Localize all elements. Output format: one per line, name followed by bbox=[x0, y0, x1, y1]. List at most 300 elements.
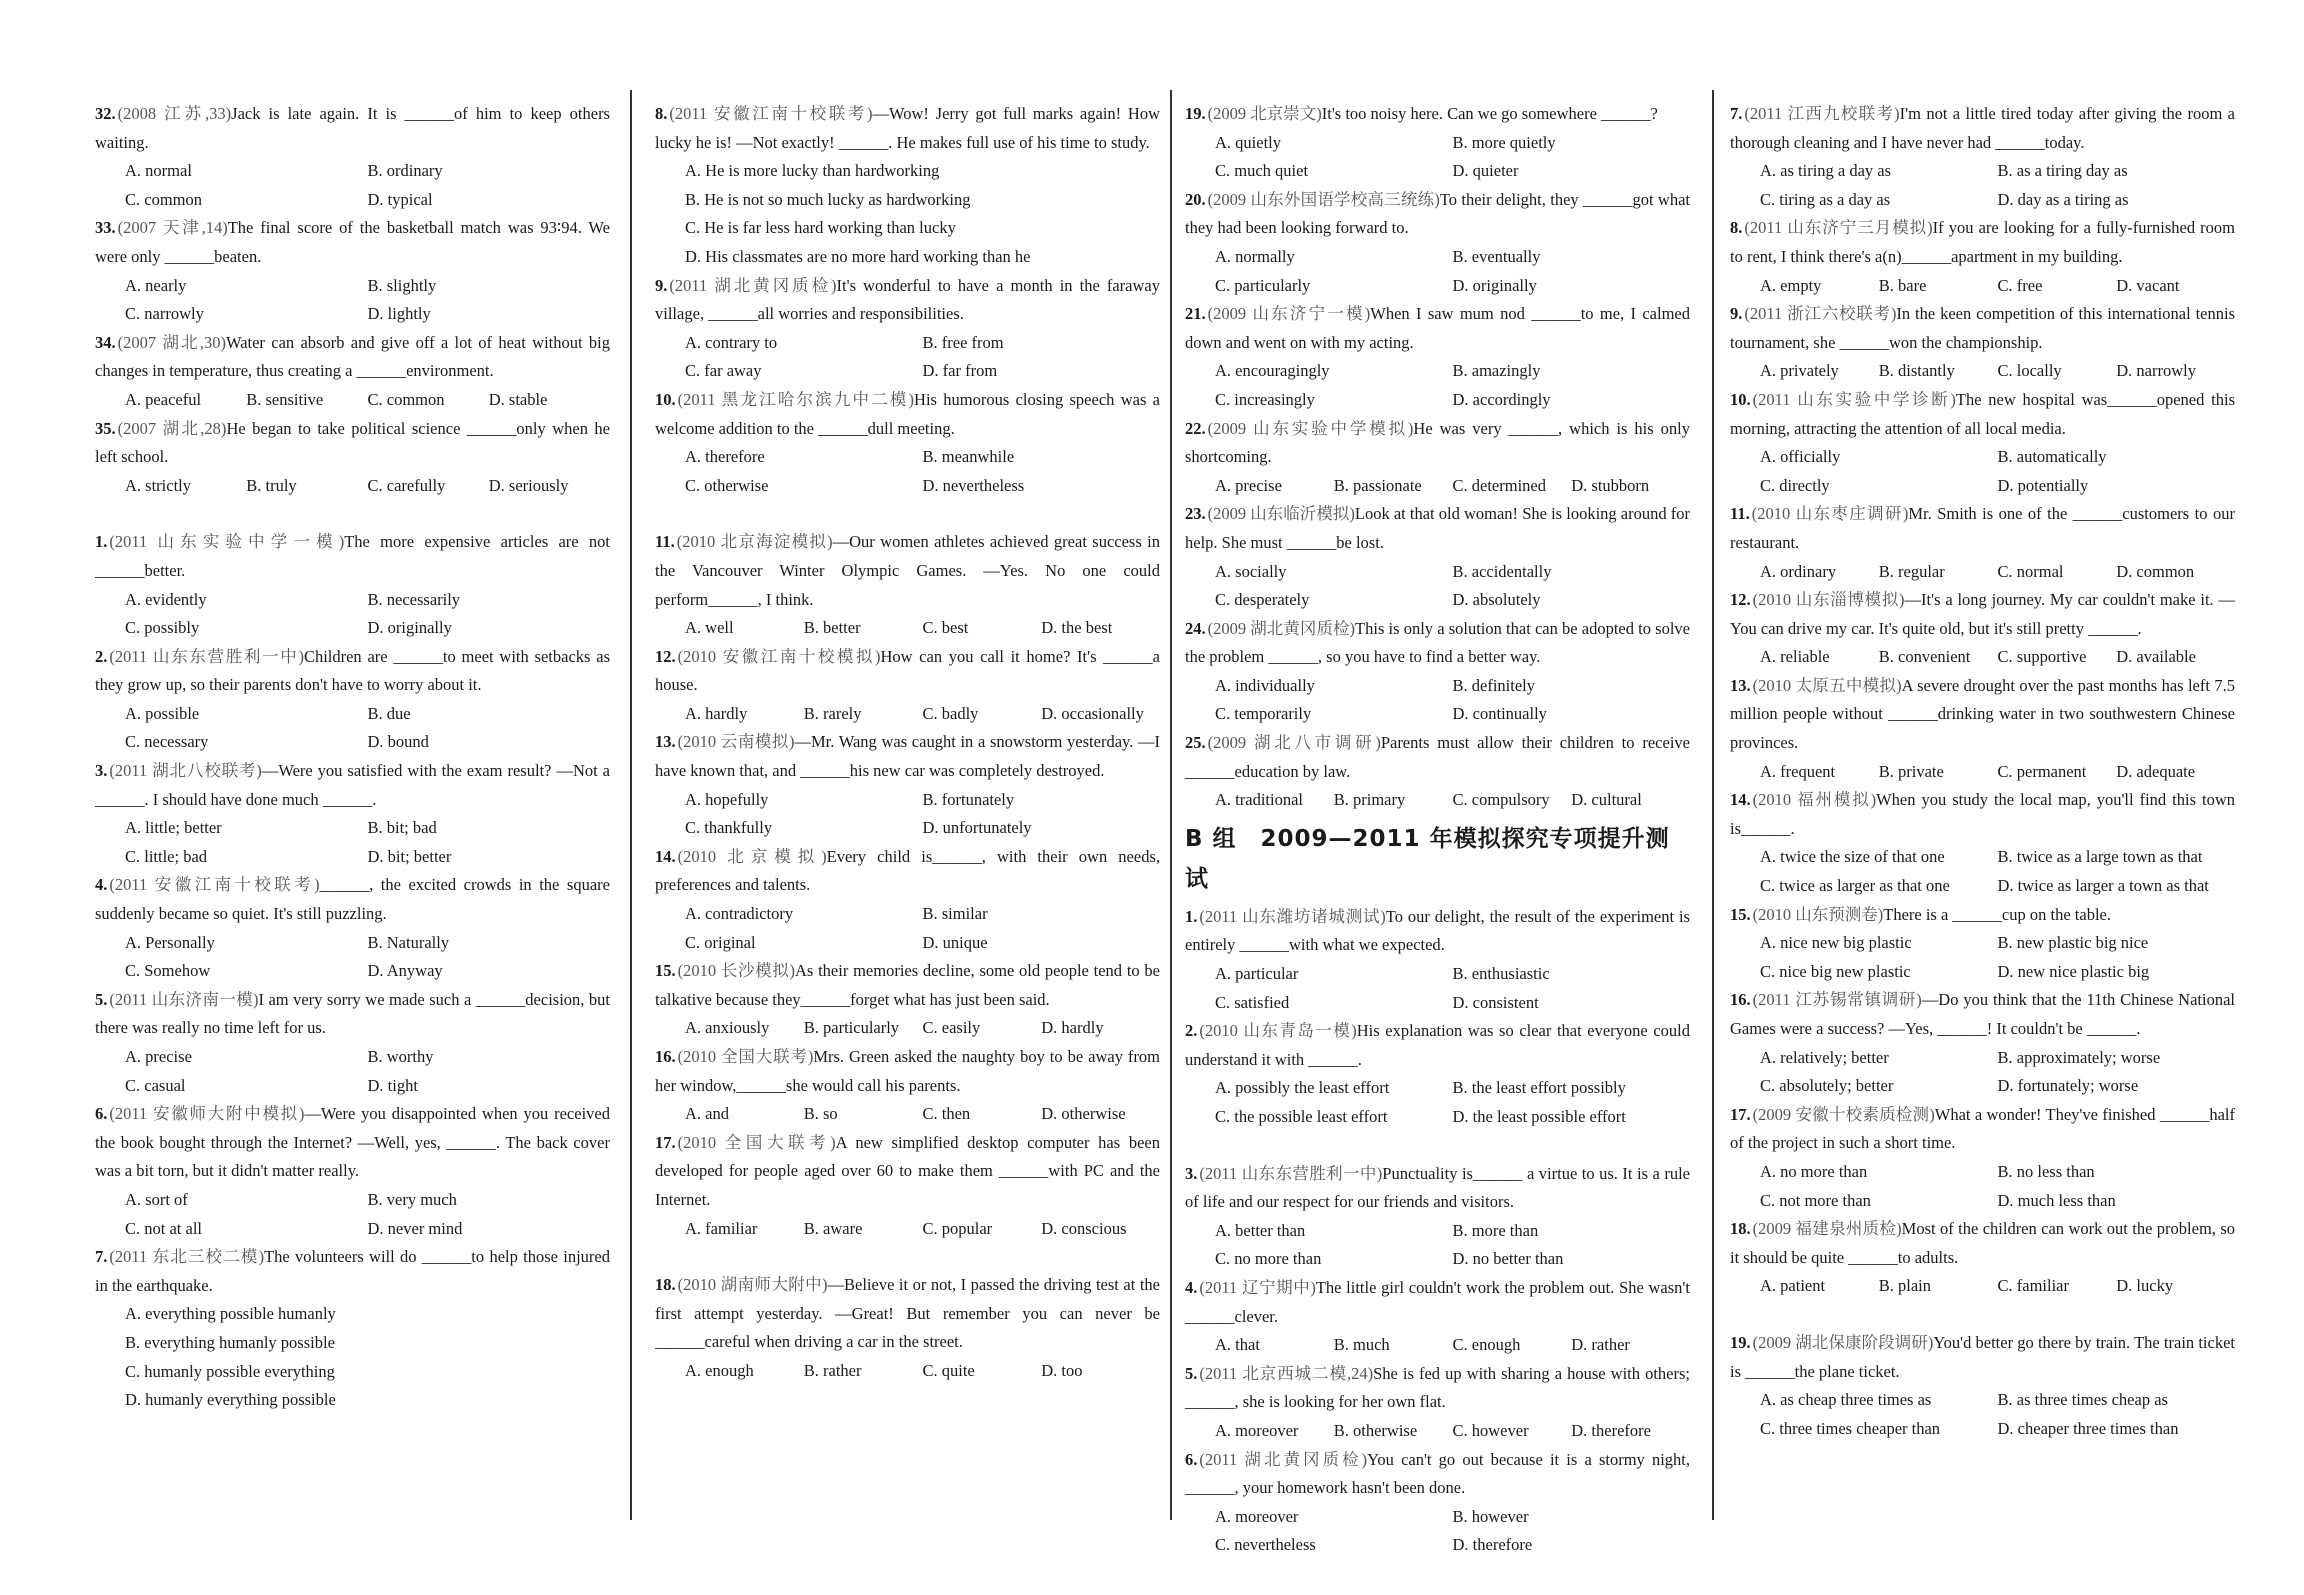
answer-option: C. best bbox=[922, 618, 969, 638]
answer-options bbox=[1185, 1217, 1690, 1274]
answer-option: B. new plastic big nice bbox=[1997, 933, 2149, 953]
answer-option: A. no more than bbox=[1760, 1161, 1868, 1181]
answer-option: B. slightly bbox=[367, 275, 437, 295]
question-source: (2008 江苏,33) bbox=[117, 104, 232, 123]
question-text: Most of the children can work out the problem, so it should be quite ______to adults. bbox=[1730, 1219, 2235, 1267]
answer-options bbox=[1730, 1158, 2235, 1215]
answer-option: D. far from bbox=[922, 361, 998, 381]
question-source: (2009 福建泉州质检) bbox=[1752, 1219, 1902, 1239]
question-number: 8. bbox=[655, 104, 668, 123]
question-number: 7. bbox=[95, 1247, 108, 1267]
question-source: (2007 湖北,30) bbox=[117, 332, 226, 352]
question-text: To our delight, the result of the experiment is entirely ______with what we expected. bbox=[1185, 906, 1690, 955]
answer-option: D. therefore bbox=[1571, 1420, 1651, 1440]
answer-option: B. ordinary bbox=[367, 161, 443, 181]
answer-option: A. strictly bbox=[125, 475, 191, 495]
answer-option: C. normal bbox=[1997, 561, 2064, 581]
question-text: —Do you think that the 11th Chinese National Games were a success? —Yes, ______! It couldn't be ______. bbox=[1730, 990, 2235, 1038]
question-number: 18. bbox=[1730, 1219, 1751, 1239]
answer-option: A. moreover bbox=[1215, 1420, 1299, 1440]
answer-option: C. then bbox=[922, 1104, 971, 1124]
column-divider-3 bbox=[1712, 90, 1714, 1520]
answer-option: D. potentially bbox=[1997, 475, 2089, 495]
answer-option: C. no more than bbox=[1215, 1249, 1322, 1269]
question-source: (2010 山东枣庄调研) bbox=[1751, 504, 1909, 524]
answer-options bbox=[1185, 243, 1690, 300]
answer-option: C. possibly bbox=[125, 618, 200, 638]
answer-options bbox=[95, 700, 610, 757]
answer-option: B. truly bbox=[246, 475, 297, 495]
answer-option: D. therefore bbox=[1452, 1535, 1533, 1555]
question-text: It's wonderful to have a month in the faraway village, ______all worries and responsibilities. bbox=[655, 275, 1160, 324]
answer-option: A. hardly bbox=[685, 703, 748, 723]
answer-options bbox=[655, 614, 1160, 643]
question-stem bbox=[1185, 500, 1690, 557]
question-item bbox=[1185, 186, 1690, 300]
question-stem bbox=[655, 643, 1160, 700]
question-source: (2009 湖北黄冈质检) bbox=[1207, 618, 1356, 638]
answer-options bbox=[1185, 1417, 1690, 1446]
answer-options bbox=[95, 1043, 610, 1100]
answer-option: A. encouragingly bbox=[1215, 361, 1330, 381]
answer-option: A. as cheap three times as bbox=[1760, 1390, 1932, 1410]
question-text: Every child is______, with their own needs, preferences and talents. bbox=[655, 846, 1160, 895]
question-item bbox=[1185, 100, 1690, 186]
answer-option: A. normally bbox=[1215, 246, 1295, 266]
question-text: This is only a solution that can be adopted to solve the problem ______, so you have to find a better way. bbox=[1185, 618, 1690, 667]
answer-option: D. nevertheless bbox=[922, 475, 1025, 495]
answer-option: C. thankfully bbox=[685, 818, 773, 838]
answer-option: B. as a tiring day as bbox=[1997, 161, 2128, 181]
question-source: (2011 山东实验中学诊断) bbox=[1752, 389, 1956, 409]
question-stem bbox=[1185, 1360, 1690, 1417]
question-text: A new simplified desktop computer has been developed for people aged over 60 to make them ______with PC and the Internet. bbox=[655, 1132, 1160, 1209]
question-item bbox=[1185, 1160, 1690, 1274]
answer-option: C. satisfied bbox=[1215, 992, 1290, 1012]
answer-option: D. cultural bbox=[1571, 790, 1642, 810]
question-stem bbox=[655, 957, 1160, 1014]
question-item bbox=[1730, 986, 2235, 1100]
question-source: (2009 山东济宁一模) bbox=[1207, 304, 1371, 324]
answer-option: C. necessary bbox=[125, 732, 209, 752]
question-item bbox=[1185, 1360, 1690, 1446]
column-4 bbox=[1730, 100, 2235, 1540]
answer-option: B. more than bbox=[1452, 1220, 1539, 1240]
question-source: (2011 山东实验中学一模) bbox=[109, 532, 345, 552]
answer-options bbox=[1730, 1272, 2235, 1301]
answer-options bbox=[95, 814, 610, 871]
answer-option: B. similar bbox=[922, 904, 988, 924]
question-number: 8. bbox=[1730, 218, 1743, 238]
question-number: 17. bbox=[1730, 1104, 1751, 1124]
question-stem bbox=[1185, 186, 1690, 243]
question-stem bbox=[655, 1043, 1160, 1100]
question-stem bbox=[655, 728, 1160, 785]
question-text: In the keen competition of this international tennis tournament, she ______won the championship. bbox=[1730, 304, 2235, 352]
answer-option: C. compulsory bbox=[1452, 790, 1550, 810]
question-number: 3. bbox=[95, 761, 108, 781]
question-item bbox=[95, 757, 610, 871]
question-number: 3. bbox=[1185, 1163, 1198, 1183]
answer-option: C. far away bbox=[685, 361, 762, 381]
answer-option: D. consistent bbox=[1452, 992, 1539, 1012]
question-text: You can't go out because it is a stormy night, ______, your homework hasn't been done. bbox=[1185, 1449, 1690, 1498]
question-source: (2011 山东东营胜利一中) bbox=[1199, 1163, 1383, 1183]
question-item bbox=[1730, 500, 2235, 586]
question-number: 12. bbox=[1730, 590, 1751, 610]
question-number: 14. bbox=[655, 846, 676, 866]
question-text: —Were you satisfied with the exam result? —Not a ______. I should have done much ______. bbox=[95, 761, 610, 809]
question-text: As their memories decline, some old people tend to be talkative because they______forget what has just been said. bbox=[655, 961, 1160, 1009]
answer-option: B. accidentally bbox=[1452, 561, 1552, 581]
answer-option: B. more quietly bbox=[1452, 132, 1556, 152]
answer-option: D. rather bbox=[1571, 1335, 1630, 1355]
question-item bbox=[1185, 729, 1690, 815]
question-stem bbox=[1185, 1017, 1690, 1074]
answer-option: A. sort of bbox=[125, 1189, 188, 1209]
answer-option: B. no less than bbox=[1997, 1161, 2095, 1181]
answer-option: C. nevertheless bbox=[1215, 1535, 1316, 1555]
question-number: 19. bbox=[1730, 1332, 1751, 1352]
question-text: —It's a long journey. My car couldn't make it. —You can drive my car. It's quite old, but it's still pretty ______. bbox=[1730, 590, 2235, 638]
question-source: (2010 湖南师大附中) bbox=[677, 1275, 828, 1295]
answer-options bbox=[655, 1100, 1160, 1129]
answer-options bbox=[95, 272, 610, 329]
question-source: (2010 安徽江南十校模拟) bbox=[677, 646, 881, 666]
question-source: (2011 东北三校二模) bbox=[109, 1247, 265, 1267]
question-number: 22. bbox=[1185, 418, 1206, 438]
question-item bbox=[655, 386, 1160, 528]
question-stem bbox=[1185, 729, 1690, 786]
answer-option: B. bare bbox=[1878, 275, 1927, 295]
question-text: The more expensive articles are not ______better. bbox=[95, 532, 610, 580]
question-stem bbox=[1730, 214, 2235, 271]
answer-option: B. enthusiastic bbox=[1452, 964, 1550, 984]
question-item bbox=[1730, 1101, 2235, 1215]
answer-option: C. familiar bbox=[1997, 1276, 2069, 1296]
answer-options bbox=[1730, 357, 2235, 386]
answer-option: C. tiring as a day as bbox=[1760, 189, 1891, 209]
question-item bbox=[655, 1129, 1160, 1271]
answer-option: D. His classmates are no more hard working than he bbox=[685, 246, 1031, 266]
answer-option: C. otherwise bbox=[685, 475, 769, 495]
question-item bbox=[655, 843, 1160, 957]
question-stem bbox=[95, 757, 610, 814]
question-source: (2011 山东济宁三月模拟) bbox=[1744, 218, 1933, 238]
answer-options bbox=[95, 386, 610, 415]
question-text: Children are ______to meet with setbacks as they grow up, so their parents don't have to worry about it. bbox=[95, 646, 610, 695]
answer-option: B. definitely bbox=[1452, 675, 1535, 695]
answer-option: C. free bbox=[1997, 275, 2043, 295]
answer-options bbox=[655, 1357, 1160, 1386]
question-stem bbox=[1730, 386, 2235, 443]
answer-options bbox=[655, 700, 1160, 729]
question-source: (2011 湖北八校联考) bbox=[109, 761, 262, 781]
question-item bbox=[1730, 300, 2235, 386]
question-stem bbox=[655, 272, 1160, 329]
question-number: 1. bbox=[1185, 906, 1198, 926]
answer-option: B. better bbox=[803, 618, 861, 638]
question-number: 32. bbox=[95, 104, 116, 123]
answer-option: B. automatically bbox=[1997, 447, 2107, 467]
question-source: (2011 辽宁期中) bbox=[1199, 1277, 1316, 1297]
answer-option: B. private bbox=[1878, 761, 1944, 781]
question-text: What a wonder! They've finished ______half of the project in such a short time. bbox=[1730, 1104, 2235, 1153]
answer-options bbox=[655, 329, 1160, 386]
answer-options bbox=[1730, 643, 2235, 672]
answer-options bbox=[95, 157, 610, 214]
answer-option: C. little; bad bbox=[125, 846, 208, 866]
question-text: His explanation was so clear that everyone could understand it with ______. bbox=[1185, 1021, 1690, 1069]
question-source: (2009 山东实验中学模拟) bbox=[1207, 418, 1414, 438]
answer-option: C. humanly possible everything bbox=[125, 1361, 335, 1381]
question-item bbox=[1185, 615, 1690, 729]
question-stem bbox=[95, 100, 610, 157]
answer-option: C. twice as larger as that one bbox=[1760, 876, 1950, 896]
answer-option: A. relatively; better bbox=[1760, 1047, 1889, 1067]
answer-option: A. moreover bbox=[1215, 1506, 1299, 1526]
question-source: (2010 山东青岛一模) bbox=[1199, 1021, 1357, 1041]
question-text: ______, the excited crowds in the square suddenly became so quiet. It's still puzzling. bbox=[95, 875, 610, 924]
question-stem bbox=[1185, 1160, 1690, 1217]
answer-option: B. Naturally bbox=[367, 932, 450, 952]
answer-option: B. distantly bbox=[1878, 361, 1955, 381]
answer-option: D. much less than bbox=[1997, 1190, 2116, 1210]
answer-option: A. quietly bbox=[1215, 132, 1281, 152]
question-number: 23. bbox=[1185, 504, 1206, 524]
column-3-part-a bbox=[1185, 100, 1690, 815]
answer-option: B. particularly bbox=[803, 1018, 900, 1038]
question-stem bbox=[95, 643, 610, 700]
question-text: I'm not a little tired today after giving the room a thorough cleaning and I have never had ______today. bbox=[1730, 104, 2235, 152]
question-number: 12. bbox=[655, 646, 676, 666]
answer-option: C. carefully bbox=[367, 475, 446, 495]
answer-option: C. narrowly bbox=[125, 304, 204, 324]
question-source: (2010 北京模拟) bbox=[677, 846, 827, 866]
answer-option: A. officially bbox=[1760, 447, 1841, 467]
question-text: Punctuality is______ a virtue to us. It is a rule of life and our respect for our friends and visitors. bbox=[1185, 1163, 1690, 1212]
answer-option: B. very much bbox=[367, 1189, 457, 1209]
answer-option: C. casual bbox=[125, 1075, 186, 1095]
answer-option: B. eventually bbox=[1452, 246, 1541, 266]
answer-option: D. lucky bbox=[2116, 1276, 2174, 1296]
answer-option: D. vacant bbox=[2116, 275, 2180, 295]
answer-option: C. He is far less hard working than lucky bbox=[685, 218, 956, 238]
question-number: 4. bbox=[95, 875, 108, 895]
answer-options bbox=[1185, 786, 1690, 815]
question-text: Parents must allow their children to receive ______education by law. bbox=[1185, 733, 1690, 781]
answer-option: A. socially bbox=[1215, 561, 1287, 581]
answer-option: A. evidently bbox=[125, 589, 207, 609]
answer-option: C. supportive bbox=[1997, 647, 2087, 667]
question-text: —Wow! Jerry got full marks again! How lucky he is! —Not exactly! ______. He makes full use of his time to study. bbox=[655, 104, 1160, 152]
answer-option: A. therefore bbox=[685, 447, 765, 467]
question-item bbox=[1185, 500, 1690, 614]
question-item bbox=[655, 100, 1160, 272]
question-item bbox=[655, 728, 1160, 842]
answer-option: A. frequent bbox=[1760, 761, 1836, 781]
answer-options bbox=[655, 786, 1160, 843]
answer-option: A. empty bbox=[1760, 275, 1822, 295]
question-item bbox=[1730, 1215, 2235, 1329]
answer-option: A. nice new big plastic bbox=[1760, 933, 1912, 953]
question-number: 19. bbox=[1185, 104, 1206, 123]
answer-option: D. the least possible effort bbox=[1452, 1107, 1626, 1126]
spacer bbox=[655, 1243, 1160, 1271]
answer-option: C. locally bbox=[1997, 361, 2062, 381]
question-item bbox=[95, 986, 610, 1100]
question-number: 16. bbox=[1730, 990, 1751, 1010]
answer-option: B. meanwhile bbox=[922, 447, 1015, 467]
answer-option: A. that bbox=[1215, 1335, 1260, 1355]
answer-option: B. everything humanly possible bbox=[125, 1332, 335, 1352]
section-b-title: B 组 2009—2011 年模拟探究专项提升测试 bbox=[1185, 825, 1670, 892]
question-source: (2010 全国大联考) bbox=[677, 1132, 836, 1152]
question-stem bbox=[95, 1100, 610, 1186]
answer-option: D. bound bbox=[367, 732, 429, 752]
answer-option: A. contradictory bbox=[685, 904, 794, 924]
question-number: 2. bbox=[95, 646, 108, 666]
answer-option: A. nearly bbox=[125, 275, 187, 295]
question-text: A severe drought over the past months has left 7.5 million people without ______drinking water in two southwestern Chinese provinces. bbox=[1730, 675, 2235, 753]
question-text: —Believe it or not, I passed the driving test at the first attempt yesterday. —Great! But remember you can never be ______careful when driving a car in the street. bbox=[655, 1275, 1160, 1352]
answer-option: A. normal bbox=[125, 161, 192, 181]
answer-option: D. never mind bbox=[367, 1218, 463, 1238]
answer-option: D. unfortunately bbox=[922, 818, 1032, 838]
answer-options bbox=[1185, 960, 1690, 1017]
question-source: (2011 山东济南一模) bbox=[109, 989, 259, 1009]
question-source: (2011 湖北黄冈质检) bbox=[1199, 1449, 1368, 1469]
question-item bbox=[1185, 1274, 1690, 1360]
answer-option: D. originally bbox=[367, 618, 452, 638]
answer-options bbox=[1730, 1386, 2235, 1443]
answer-options bbox=[95, 1300, 610, 1414]
answer-option: B. free from bbox=[922, 332, 1004, 352]
answer-option: D. seriously bbox=[488, 475, 569, 495]
question-number: 17. bbox=[655, 1132, 676, 1152]
answer-option: D. tight bbox=[367, 1075, 418, 1095]
column-3 bbox=[1185, 100, 1690, 1555]
answer-options bbox=[95, 929, 610, 986]
question-text: I am very sorry we made such a ______decision, but there was really no time left for us. bbox=[95, 989, 610, 1038]
question-stem bbox=[655, 843, 1160, 900]
answer-option: D. the best bbox=[1041, 618, 1113, 638]
spacer bbox=[95, 500, 610, 528]
question-number: 25. bbox=[1185, 733, 1206, 753]
question-item bbox=[95, 415, 610, 529]
question-number: 10. bbox=[655, 389, 676, 409]
answer-option: A. individually bbox=[1215, 675, 1315, 695]
question-source: (2010 太原五中模拟) bbox=[1752, 675, 1902, 695]
answer-options bbox=[1730, 1044, 2235, 1101]
question-text: The little girl couldn't work the problem out. She wasn't ______clever. bbox=[1185, 1277, 1690, 1326]
question-source: (2010 福州模拟) bbox=[1752, 790, 1877, 810]
column-2 bbox=[655, 100, 1160, 1540]
answer-options bbox=[655, 1215, 1160, 1244]
question-stem bbox=[655, 100, 1160, 157]
answer-option: A. Personally bbox=[125, 932, 215, 952]
question-text: Water can absorb and give off a lot of heat without big changes in temperature, thus creating a ______environment. bbox=[95, 332, 610, 381]
question-source: (2011 江苏锡常镇调研) bbox=[1752, 990, 1922, 1010]
answer-option: B. primary bbox=[1333, 790, 1406, 810]
question-text: Mrs. Green asked the naughty boy to be away from her window,______she would call his parents. bbox=[655, 1047, 1160, 1095]
question-item bbox=[1730, 901, 2235, 987]
question-item bbox=[655, 272, 1160, 386]
question-source: (2007 湖北,28) bbox=[117, 418, 227, 438]
question-item bbox=[1730, 386, 2235, 500]
question-stem bbox=[1730, 672, 2235, 758]
question-item bbox=[655, 1043, 1160, 1129]
question-stem bbox=[1185, 300, 1690, 357]
question-stem bbox=[1730, 300, 2235, 357]
answer-option: D. day as a tiring as bbox=[1997, 189, 2129, 209]
answer-option: D. humanly everything possible bbox=[125, 1390, 336, 1410]
answer-options bbox=[1730, 929, 2235, 986]
question-item bbox=[95, 1243, 610, 1415]
question-number: 11. bbox=[655, 532, 675, 552]
answer-option: C. original bbox=[685, 932, 756, 952]
answer-option: C. quite bbox=[922, 1360, 975, 1380]
answer-option: B. rather bbox=[803, 1360, 862, 1380]
question-stem bbox=[1185, 903, 1690, 960]
question-number: 4. bbox=[1185, 1277, 1198, 1297]
question-source: (2010 长沙模拟) bbox=[677, 961, 795, 981]
question-stem bbox=[95, 415, 610, 472]
answer-option: A. precise bbox=[1215, 475, 1282, 495]
answer-options bbox=[1185, 357, 1690, 414]
spacer bbox=[655, 500, 1160, 528]
answer-options bbox=[655, 157, 1160, 271]
question-text: He began to take political science ______only when he left school. bbox=[95, 418, 610, 467]
answer-option: A. traditional bbox=[1215, 790, 1303, 810]
question-item bbox=[1730, 672, 2235, 786]
answer-option: D. quieter bbox=[1452, 161, 1519, 181]
question-text: She is fed up with sharing a house with others; ______, she is looking for her own flat. bbox=[1185, 1363, 1690, 1412]
question-item bbox=[95, 528, 610, 642]
answer-option: B. regular bbox=[1878, 561, 1945, 581]
question-text: When I saw mum nod ______to me, I calmed down and went on with my acting. bbox=[1185, 304, 1690, 352]
question-stem bbox=[1730, 901, 2235, 930]
answer-options bbox=[1185, 1331, 1690, 1360]
question-text: There is a ______cup on the table. bbox=[1883, 904, 2111, 924]
answer-options bbox=[1185, 472, 1690, 501]
column-1 bbox=[95, 100, 610, 1540]
answer-option: A. as tiring a day as bbox=[1760, 161, 1892, 181]
answer-options bbox=[95, 472, 610, 501]
answer-options bbox=[95, 586, 610, 643]
question-source: (2009 湖北保康阶段调研) bbox=[1752, 1332, 1934, 1352]
answer-option: C. absolutely; better bbox=[1760, 1076, 1894, 1096]
answer-option: B. twice as a large town as that bbox=[1997, 847, 2203, 867]
answer-option: B. the least effort possibly bbox=[1452, 1078, 1626, 1098]
answer-option: A. everything possible humanly bbox=[125, 1304, 336, 1324]
question-source: (2009 北京崇文) bbox=[1207, 104, 1322, 123]
question-source: (2010 山东淄博模拟) bbox=[1752, 590, 1905, 610]
question-text: The new hospital was______opened this morning, attracting the attention of all local media. bbox=[1730, 389, 2235, 438]
question-number: 34. bbox=[95, 332, 116, 352]
answer-option: C. desperately bbox=[1215, 590, 1310, 610]
answer-options bbox=[1730, 843, 2235, 900]
answer-option: A. little; better bbox=[125, 818, 222, 838]
answer-options bbox=[95, 1186, 610, 1243]
answer-option: D. fortunately; worse bbox=[1997, 1076, 2139, 1096]
question-text: His humorous closing speech was a welcome addition to the ______dull meeting. bbox=[655, 389, 1160, 438]
answer-option: B. He is not so much lucky as hardworking bbox=[685, 189, 971, 209]
answer-option: B. aware bbox=[803, 1218, 863, 1238]
question-item bbox=[655, 957, 1160, 1043]
answer-option: C. directly bbox=[1760, 475, 1830, 495]
question-text: It's too noisy here. Can we go somewhere ______? bbox=[1321, 104, 1658, 123]
